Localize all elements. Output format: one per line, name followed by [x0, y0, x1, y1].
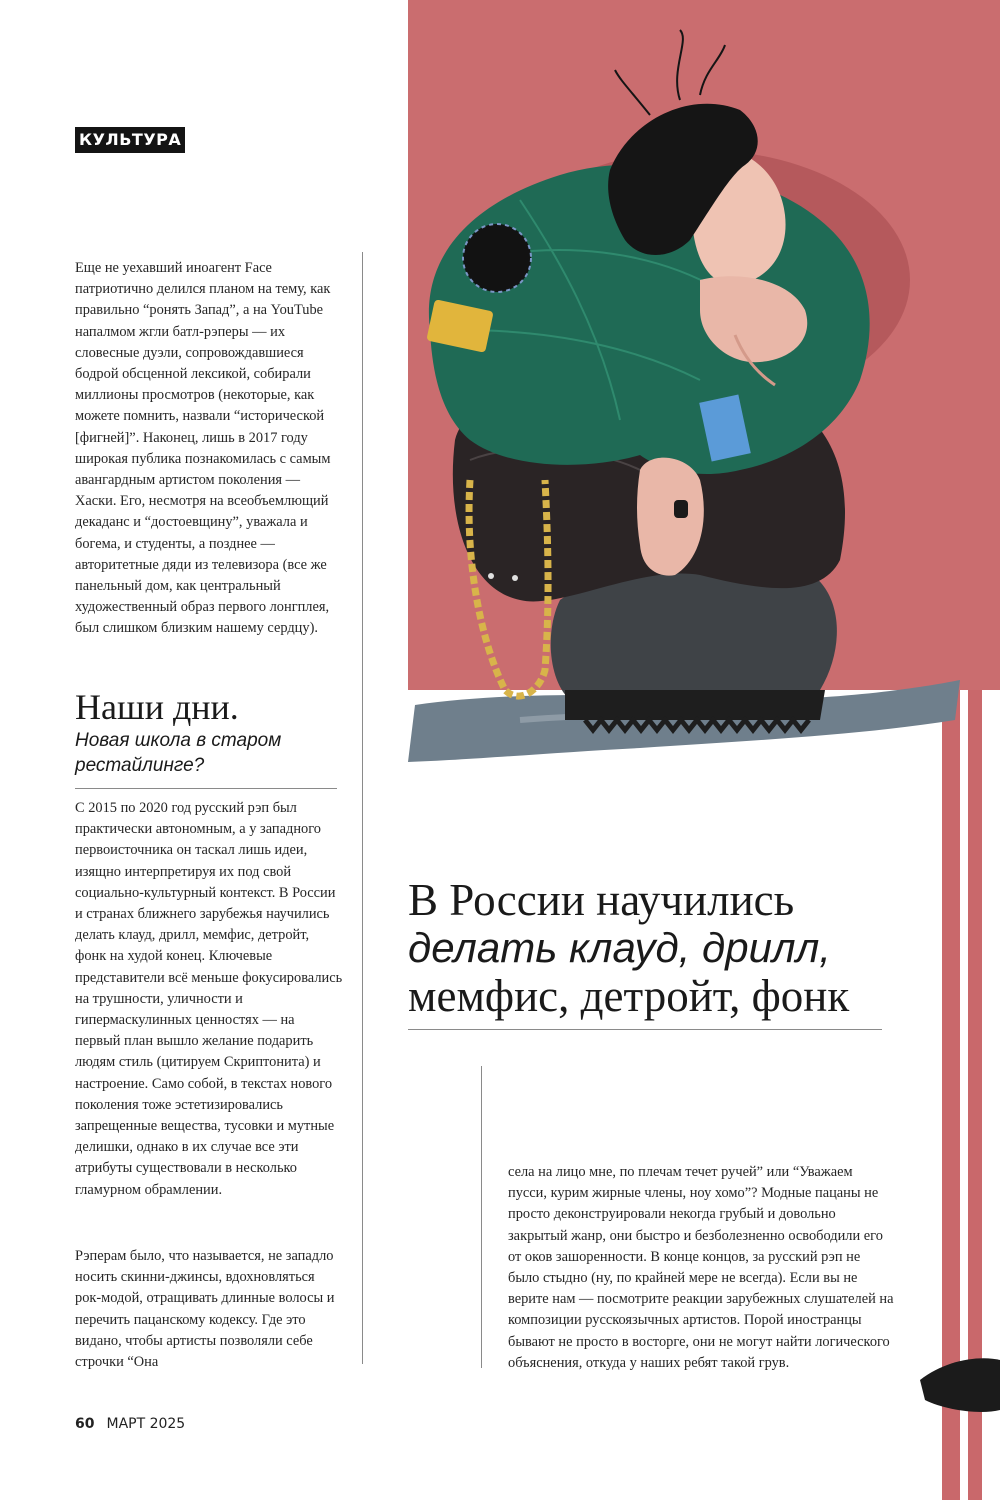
black-patch — [463, 224, 531, 292]
heading-rule — [75, 788, 337, 789]
heading-subtitle: Новая школа в старом рестайлинге? — [75, 730, 282, 776]
paragraph-text: С 2015 по 2020 год русский рэп был практически автономным, а у западного первоисточника он таскал лишь идеи, изящно интерпретируя их под свой социально-культурный контекст. В России и странах ближнего зарубежья научились делать клауд, дрилл, мемфис, детройт, фонк на худой конец. Ключевые представители всё меньше фокусировались на трушности, уличности и гипермаскулинных ценностях — на первый план вышло желание подарить людям стиль (цитируем Скриптонита) и настроение. Само собой, в текстах нового поколения тоже эстетизировались запрещенные вещества, тусовки и мутные делишки, однако в их случае все эти атрибуты существовали в несколько гламурном обрамлении. — [75, 800, 343, 1198]
article-paragraph — [508, 1162, 894, 1374]
article-paragraph — [75, 258, 343, 640]
page-footer — [75, 1416, 185, 1432]
corner-shoe — [920, 1358, 1000, 1412]
page-number: 60 — [75, 1416, 95, 1432]
pull-quote-line: В России научились — [408, 875, 795, 925]
paragraph-text: села на лицо мне, по плечам течет ручей” или “Уважаем пусси, курим жирные члены, ноу хомо”? Модные пацаны не просто деконструировали некогда грубый и довольно закрытый жанр, они быстро и безболезненно освободили его от оков зашоренности. В конце концов, за русский рэп не было стыдно (ну, по крайней мере не всегда). Если вы не верите нам — посмотрите реакции зарубежных слушателей на композиции русскоязычных артистов. Порой иностранцы бывают не просто в восторге, они не могут найти логического объяснения, откуда у наших ребят такой грув. — [508, 1164, 894, 1371]
paragraph-text: Еще не уехавший иноагент Face патриотично делился планом на тему, как правильно “ронять Запад”, а на YouTube напалмом жгли батл-рэперы — их словесные дуэли, сопровождавшиеся бодрой обсценной лексикой, собирали миллионы просмотров (некоторые, как можете помнить, назвали “исторической [фигней]”. Наконец, лишь в 2017 году широкая публика познакомилась с самым авангардным артистом поколения — Хаски. Его, несмотря на всеобъемлющий декаданс и “достоевщину”, уважала и богема, и студенты, а позднее — авторитетные дяди из телевизора (все же панельный дом, как центральный художественный образ первого лонгплея, был слишком близким нашему сердцу). — [75, 260, 331, 637]
section-tag: КУЛЬТУРА — [75, 127, 185, 153]
pull-quote-rule — [408, 1029, 882, 1030]
section-heading — [75, 686, 337, 778]
issue-date: МАРТ 2025 — [106, 1416, 186, 1432]
pull-quote — [408, 876, 888, 1020]
article-paragraph — [75, 798, 343, 1201]
heading-title: Наши дни. — [75, 687, 239, 727]
column-divider — [362, 252, 363, 1364]
pull-quote-line: мемфис, детройт, фонк — [408, 971, 850, 1021]
article-paragraph — [75, 1246, 343, 1373]
paragraph-text: Рэперам было, что называется, не западло носить скинни-джинсы, вдохновляться рок-модой, отращивать длинные волосы и перечить пацанскому кодексу. Где это видано, чтобы артисты позволяли себе строчки “Она — [75, 1248, 335, 1371]
pull-quote-line: делать клауд, дрилл, — [408, 924, 831, 971]
column-divider — [481, 1066, 482, 1368]
